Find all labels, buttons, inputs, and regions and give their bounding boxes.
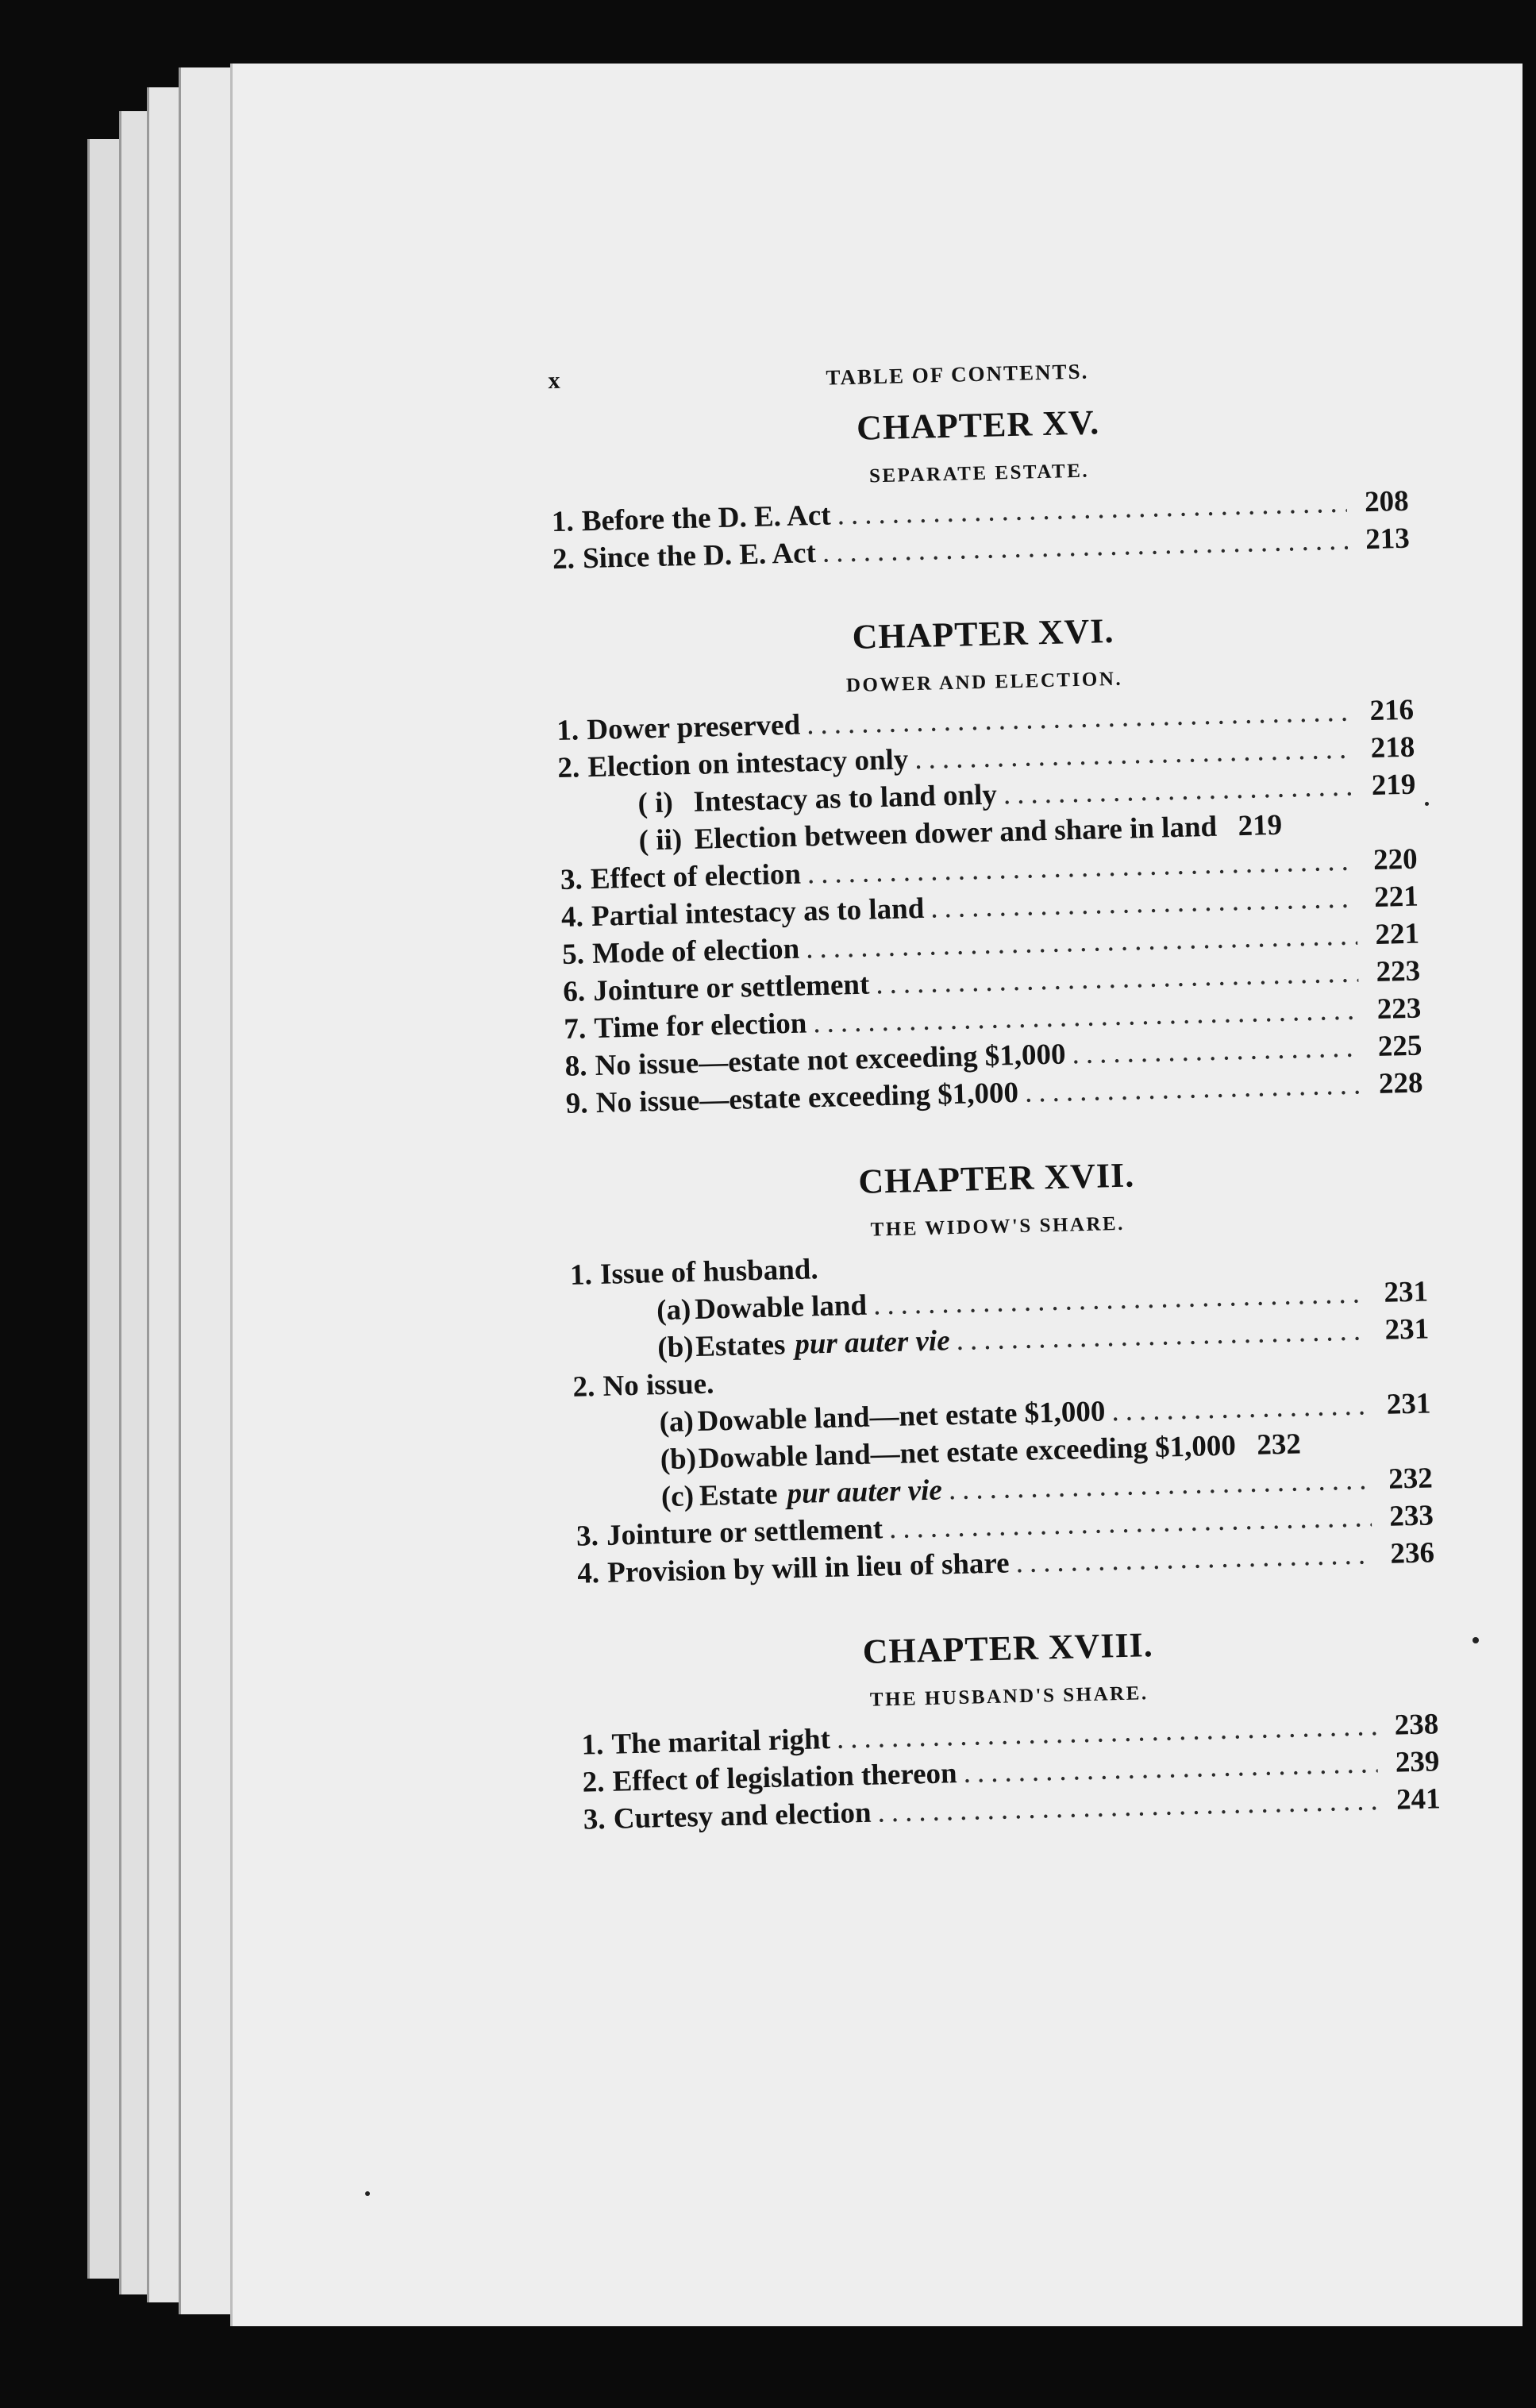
entry-page: 231 [1383,1275,1429,1309]
entry-label: No issue—estate exceeding $1,000 [595,1076,1019,1119]
entry-number: 8. [564,1050,587,1083]
entry-number: 3. [583,1802,606,1836]
entry-number: 4. [560,900,584,934]
entry-number: 3. [576,1520,599,1553]
entry-number: 1. [581,1728,604,1762]
entry-page: 231 [1386,1387,1431,1421]
entry-label: Partial intestacy as to land [591,892,925,934]
entry-number: (c) [660,1480,695,1514]
entry-label: Effect of election [590,857,802,896]
scan-speck [1425,802,1429,806]
entry-page: 220 [1372,842,1419,877]
entry-page: 236 [1389,1536,1435,1570]
entry-page: 232 [1388,1462,1434,1496]
scan-speck [365,2191,370,2196]
entry-number: ( i) [637,786,674,820]
table-of-contents [548,347,1445,2019]
entry-label: Intestacy as to land only [693,778,998,819]
entry-label: Before the D. E. Act [581,499,832,538]
entry-label: Dowable land [694,1289,868,1327]
entry-label-italic: pur auter vie [787,1474,943,1511]
entry-label: Mode of election [591,932,800,971]
entry-number: 2. [582,1765,605,1799]
entry-label: Effect of legislation thereon [612,1757,958,1798]
entry-page: 219 [1371,768,1416,802]
entry-label: Dowable land—net estate exceeding $1,000 [698,1429,1237,1475]
entry-page: 233 [1388,1499,1434,1533]
chapter-subtitle: THE WIDOW'S SHARE. [870,1212,1126,1241]
entry-number: 1. [551,505,575,539]
entry-number: 1. [569,1258,593,1292]
entry-page: 218 [1370,730,1415,765]
entry-label: No issue. [602,1367,714,1403]
entry-label: Time for election [594,1007,807,1046]
entry-number: 2. [556,751,580,785]
entry-number: (b) [660,1443,697,1477]
entry-number: 5. [561,938,585,971]
entry-page: 216 [1369,693,1415,728]
scan-speck [1472,1637,1479,1643]
chapter-subtitle: DOWER AND ELECTION. [845,668,1123,697]
entry-page: 213 [1365,522,1411,557]
entry-number: 2. [552,542,576,576]
entry-label: Issue of husband. [599,1253,819,1291]
chapter-heading: CHAPTER XVII. [857,1155,1135,1201]
entry-label: No issue—estate not exceeding $1,000 [595,1038,1066,1082]
chapter-subtitle: SEPARATE ESTATE. [868,460,1090,487]
running-head-title: TABLE OF CONTENTS. [826,359,1089,390]
entry-page: 223 [1376,992,1422,1026]
entry-number: (a) [659,1405,695,1439]
entry-page: 208 [1364,484,1410,519]
entry-number: 4. [576,1557,600,1590]
entry-number: 7. [564,1012,587,1046]
chapter-heading: CHAPTER XVI. [852,611,1114,657]
leader-dots [1024,1065,1361,1111]
entry-page: 219 [1238,808,1283,843]
entry-label: The marital right [611,1723,831,1761]
entry-label: Election on intestacy only [587,743,909,784]
chapter-xvii [568,1148,1435,1593]
entry-label: Election between dower and share in land [694,810,1218,856]
leader-dots [1015,1535,1373,1582]
entry-label-italic: pur auter vie [794,1324,951,1361]
entry-label: Dower preserved [586,708,801,747]
entry-label: Provision by will in lieu of share [606,1547,1011,1589]
entry-number: 2. [572,1370,595,1404]
chapter-heading: CHAPTER XVIII. [862,1625,1154,1671]
entry-page: 238 [1394,1708,1439,1742]
entry-label: Jointure or settlement [606,1512,883,1552]
entry-page: 239 [1395,1745,1440,1779]
page-folio: x [548,367,560,395]
entry-number: 1. [556,714,579,748]
entry-page: 223 [1376,954,1421,988]
chapter-xvi [554,603,1423,1123]
entry-number: 9. [565,1087,589,1120]
entry-label: Jointure or settlement [592,968,870,1008]
chapter-xviii [579,1617,1441,1838]
entry-page: 221 [1373,880,1419,914]
entry-number: ( ii) [638,823,683,857]
entry-number: 6. [562,975,586,1008]
entry-page: 221 [1374,917,1420,951]
entry-number: (b) [656,1331,695,1365]
chapter-heading: CHAPTER XV. [856,403,1100,448]
entry-label: Estates [695,1328,786,1364]
entry-page: 232 [1256,1427,1302,1462]
chapter-subtitle: THE HUSBAND'S SHARE. [869,1682,1149,1711]
entry-page: 228 [1378,1066,1424,1100]
entry-page: 231 [1384,1312,1430,1347]
entry-page: 225 [1377,1029,1422,1063]
entry-number: (a) [656,1293,691,1327]
entry-label: Curtesy and election [613,1796,872,1836]
entry-label: Dowable land—net estate $1,000 [697,1395,1106,1438]
entry-label: Since the D. E. Act [582,537,817,576]
chapter-xv [549,395,1411,578]
entry-number: 3. [560,863,583,896]
leader-dots [1111,1386,1369,1430]
entry-label: Estate [699,1478,779,1512]
entry-page: 241 [1395,1782,1442,1817]
